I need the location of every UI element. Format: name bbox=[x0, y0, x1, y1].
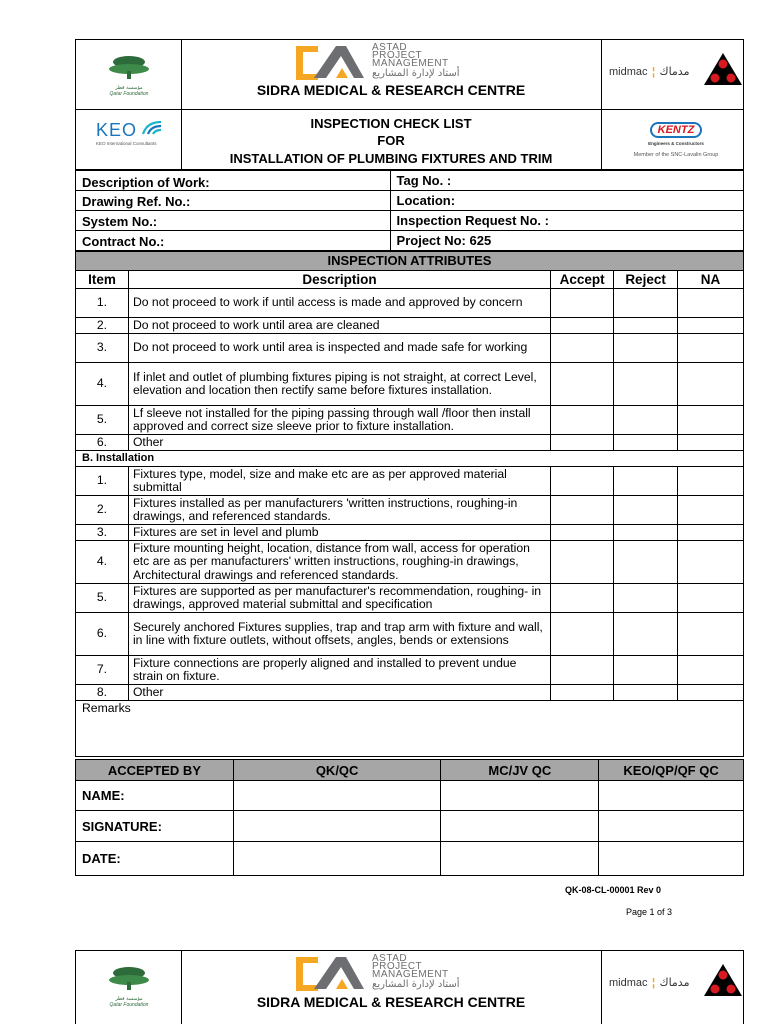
na-cell[interactable] bbox=[678, 496, 744, 525]
item-description: Fixtures type, model, size and make etc are as per approved material submittal bbox=[128, 467, 550, 496]
item-description: Other bbox=[128, 435, 550, 451]
col-description: Description bbox=[128, 271, 550, 289]
item-number: 6. bbox=[76, 613, 129, 656]
astad-mark-icon bbox=[296, 955, 368, 991]
doc-title-line2: FOR bbox=[377, 133, 405, 148]
item-number: 1. bbox=[76, 467, 129, 496]
accept-cell[interactable] bbox=[551, 525, 614, 541]
item-description: Fixtures are supported as per manufacturer's recommendation, roughing- in drawings, approved material submittal and specification bbox=[128, 584, 550, 613]
accept-cell[interactable] bbox=[551, 289, 614, 318]
item-number: 2. bbox=[76, 318, 129, 334]
astad-mark-icon bbox=[296, 44, 368, 80]
contract-no-field[interactable]: Contract No.: bbox=[76, 231, 391, 251]
item-number: 7. bbox=[76, 656, 129, 685]
reject-cell[interactable] bbox=[614, 318, 678, 334]
next-page-header bbox=[75, 950, 744, 1024]
item-number: 3. bbox=[76, 334, 129, 363]
item-description: Other bbox=[128, 685, 550, 701]
signature-qkqc-cell[interactable] bbox=[233, 811, 441, 842]
item-number: 3. bbox=[76, 525, 129, 541]
reject-cell[interactable] bbox=[614, 435, 678, 451]
na-cell[interactable] bbox=[678, 363, 744, 406]
centre-title: SIDRA MEDICAL & RESEARCH CENTRE bbox=[256, 994, 526, 1010]
qatar-foundation-logo: مؤسسة قطر Qatar Foundation bbox=[104, 965, 154, 1009]
table-row bbox=[76, 541, 744, 584]
inspection-attributes-heading: INSPECTION ATTRIBUTES bbox=[76, 252, 744, 271]
centre-title: SIDRA MEDICAL & RESEARCH CENTRE bbox=[256, 82, 526, 98]
astad-logo: ASTAD PROJECT MANAGEMENT أستاد لإدارة المشاريع bbox=[296, 955, 476, 991]
reject-cell[interactable] bbox=[614, 467, 678, 496]
accept-cell[interactable] bbox=[551, 496, 614, 525]
accept-cell[interactable] bbox=[551, 656, 614, 685]
signature-keo-cell[interactable] bbox=[599, 811, 744, 842]
item-description: If inlet and outlet of plumbing fixtures piping is not straight, at correct Level, elevation and location then rectify same before fixtures installation. bbox=[128, 363, 550, 406]
item-number: 8. bbox=[76, 685, 129, 701]
na-cell[interactable] bbox=[678, 525, 744, 541]
table-row bbox=[76, 525, 744, 541]
page-header bbox=[75, 39, 744, 170]
midmac-logo: midmac ¦ مدماك bbox=[609, 65, 690, 78]
mcjv-qc-header: MC/JV QC bbox=[441, 760, 599, 781]
item-description: Fixture mounting height, location, distance from wall, access for operation etc are as per manufacturers' written instructions, roughing-in drawings, Architectural drawings and referenced standards. bbox=[128, 541, 550, 584]
item-description: Fixtures installed as per manufacturers 'written instructions, roughing-in drawings, and referenced standards. bbox=[128, 496, 550, 525]
item-number: 5. bbox=[76, 584, 129, 613]
accepted-by-header: ACCEPTED BY bbox=[76, 760, 234, 781]
table-row bbox=[76, 334, 744, 363]
reject-cell[interactable] bbox=[614, 406, 678, 435]
date-qkqc-cell[interactable] bbox=[233, 842, 441, 876]
kentz-badge: KENTZ bbox=[650, 122, 703, 138]
qatar-foundation-logo: مؤسسة قطر Qatar Foundation bbox=[104, 54, 154, 98]
reject-cell[interactable] bbox=[614, 289, 678, 318]
keo-qp-qf-qc-header: KEO/QP/QF QC bbox=[599, 760, 744, 781]
keo-logo: KEO KEO International Consultants bbox=[96, 120, 166, 160]
system-no-field[interactable]: System No.: bbox=[76, 211, 391, 231]
date-keo-cell[interactable] bbox=[599, 842, 744, 876]
table-row bbox=[76, 363, 744, 406]
midmac-mark-icon: ¦ bbox=[651, 977, 656, 989]
item-description: Do not proceed to work until area is inspected and made safe for working bbox=[128, 334, 550, 363]
drawing-ref-field[interactable]: Drawing Ref. No.: bbox=[76, 191, 391, 211]
doc-title-line1: INSPECTION CHECK LIST bbox=[310, 116, 472, 131]
na-cell[interactable] bbox=[678, 334, 744, 363]
reject-cell[interactable] bbox=[614, 496, 678, 525]
accept-cell[interactable] bbox=[551, 406, 614, 435]
na-cell[interactable] bbox=[678, 435, 744, 451]
col-reject: Reject bbox=[614, 271, 678, 289]
item-description: Fixture connections are properly aligned and installed to prevent undue strain on fixture. bbox=[128, 656, 550, 685]
remarks-field[interactable] bbox=[76, 701, 744, 757]
keo-wave-icon bbox=[141, 120, 163, 136]
table-row bbox=[76, 289, 744, 318]
date-label: DATE: bbox=[76, 842, 234, 876]
accept-cell[interactable] bbox=[551, 613, 614, 656]
accept-cell[interactable] bbox=[551, 685, 614, 701]
item-number: 2. bbox=[76, 496, 129, 525]
col-item: Item bbox=[76, 271, 129, 289]
signoff-table bbox=[75, 759, 744, 876]
name-mcjv-cell[interactable] bbox=[441, 781, 599, 811]
table-row bbox=[76, 318, 744, 334]
accept-cell[interactable] bbox=[551, 584, 614, 613]
doc-title-line3: INSTALLATION OF PLUMBING FIXTURES AND TRIM bbox=[229, 151, 553, 166]
reject-cell[interactable] bbox=[614, 685, 678, 701]
inspection-attributes-table bbox=[75, 251, 744, 757]
work-info-table bbox=[75, 170, 744, 251]
remarks-label: Remarks bbox=[82, 701, 131, 715]
item-description: Do not proceed to work until area are cleaned bbox=[128, 318, 550, 334]
name-qkqc-cell[interactable] bbox=[233, 781, 441, 811]
reject-cell[interactable] bbox=[614, 656, 678, 685]
na-cell[interactable] bbox=[678, 685, 744, 701]
table-row bbox=[76, 496, 744, 525]
table-row bbox=[76, 406, 744, 435]
astad-logo: ASTAD PROJECT MANAGEMENT أستاد لإدارة المشاريع bbox=[296, 44, 476, 80]
item-number: 5. bbox=[76, 406, 129, 435]
na-cell[interactable] bbox=[678, 541, 744, 584]
reject-cell[interactable] bbox=[614, 613, 678, 656]
table-row bbox=[76, 685, 744, 701]
col-na: NA bbox=[678, 271, 744, 289]
tag-no-field[interactable]: Tag No. : bbox=[390, 171, 743, 191]
accept-cell[interactable] bbox=[551, 334, 614, 363]
location-field[interactable]: Location: bbox=[390, 191, 743, 211]
table-row bbox=[76, 656, 744, 685]
page-number: Page 1 of 3 bbox=[626, 907, 673, 917]
reject-cell[interactable] bbox=[614, 584, 678, 613]
na-cell[interactable] bbox=[678, 656, 744, 685]
name-keo-cell[interactable] bbox=[599, 781, 744, 811]
accept-cell[interactable] bbox=[551, 363, 614, 406]
item-description: Fixtures are set in level and plumb bbox=[128, 525, 550, 541]
table-row bbox=[76, 584, 744, 613]
na-cell[interactable] bbox=[678, 467, 744, 496]
inspection-request-field[interactable]: Inspection Request No. : bbox=[390, 211, 743, 231]
na-cell[interactable] bbox=[678, 406, 744, 435]
col-accept: Accept bbox=[551, 271, 614, 289]
ccc-logo-icon bbox=[704, 964, 742, 996]
ccc-logo-icon bbox=[704, 53, 742, 85]
description-of-work-field[interactable]: Description of Work: bbox=[76, 171, 391, 191]
table-row bbox=[76, 613, 744, 656]
reject-cell[interactable] bbox=[614, 334, 678, 363]
table-row bbox=[76, 435, 744, 451]
na-cell[interactable] bbox=[678, 584, 744, 613]
document-reference: QK-08-CL-00001 Rev 0 bbox=[565, 885, 662, 895]
signature-label: SIGNATURE: bbox=[76, 811, 234, 842]
na-cell[interactable] bbox=[678, 613, 744, 656]
midmac-logo: midmac ¦ مدماك bbox=[609, 976, 690, 989]
name-label: NAME: bbox=[76, 781, 234, 811]
reject-cell[interactable] bbox=[614, 363, 678, 406]
item-description: Securely anchored Fixtures supplies, trap and trap arm with fixture and wall, in line with fixture outlets, without offsets, angles, bends or extensions bbox=[128, 613, 550, 656]
na-cell[interactable] bbox=[678, 289, 744, 318]
accept-cell[interactable] bbox=[551, 541, 614, 584]
qkqc-header: QK/QC bbox=[233, 760, 441, 781]
kentz-logo: KENTZ Engineers & Constructors Member of the SNC-Lavalin Group bbox=[633, 124, 719, 158]
reject-cell[interactable] bbox=[614, 541, 678, 584]
item-number: 4. bbox=[76, 363, 129, 406]
accept-cell[interactable] bbox=[551, 435, 614, 451]
reject-cell[interactable] bbox=[614, 525, 678, 541]
na-cell[interactable] bbox=[678, 318, 744, 334]
item-description: Lf sleeve not installed for the piping passing through wall /floor then install approved and correct size sleeve prior to fixture installation. bbox=[128, 406, 550, 435]
midmac-mark-icon: ¦ bbox=[651, 66, 656, 78]
accept-cell[interactable] bbox=[551, 318, 614, 334]
accept-cell[interactable] bbox=[551, 467, 614, 496]
signature-mcjv-cell[interactable] bbox=[441, 811, 599, 842]
item-number: 4. bbox=[76, 541, 129, 584]
item-number: 6. bbox=[76, 435, 129, 451]
item-description: Do not proceed to work if until access is made and approved by concern bbox=[128, 289, 550, 318]
section-b-title: B. Installation bbox=[76, 451, 744, 467]
table-row bbox=[76, 467, 744, 496]
project-no-field[interactable]: Project No: 625 bbox=[390, 231, 743, 251]
date-mcjv-cell[interactable] bbox=[441, 842, 599, 876]
item-number: 1. bbox=[76, 289, 129, 318]
